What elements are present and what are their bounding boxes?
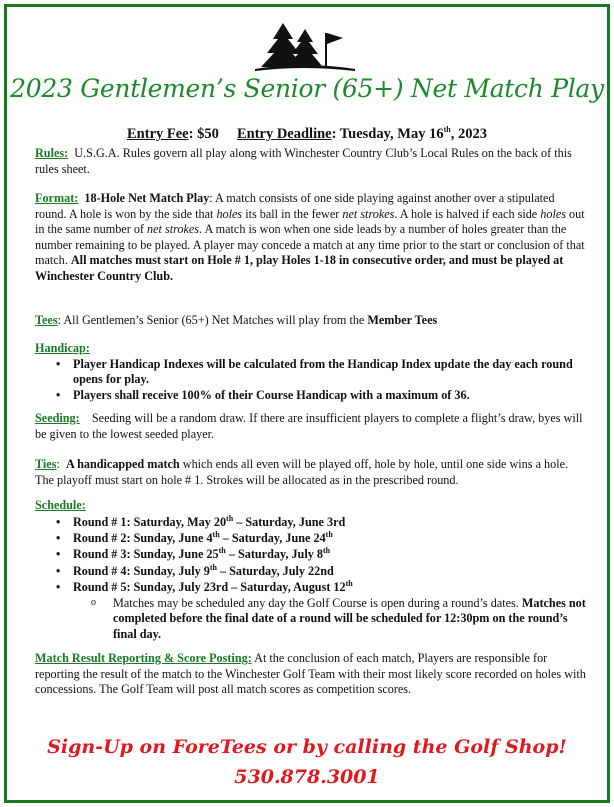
format-text: its ball in the fewer: [242, 206, 343, 221]
ties-text: which ends all even will be played off, hole by hole, until one side wins a hole. The playoff must start on hole # 1. Strokes will be allocated as in the prescribed round.: [35, 457, 569, 487]
schedule-round: [35, 530, 587, 546]
round-start-sup: th: [212, 529, 220, 539]
entry-deadline-sup: th: [443, 125, 451, 135]
round-start: Round # 3: Sunday, June 25: [73, 547, 219, 562]
schedule-note-plain: Matches may be scheduled any day the Golf Course is open during a round’s dates.: [113, 595, 519, 610]
round-start-sup: th: [226, 513, 234, 523]
round-end: – Saturday, June 24: [219, 531, 326, 545]
tees-bold: Member Tees: [367, 313, 438, 327]
footer-signup: Sign-Up on ForeTees or by calling the Golf Shop!: [47, 736, 567, 758]
ties-bold: A handicapped match: [65, 457, 180, 471]
handicap-list: [35, 357, 587, 404]
entry-fee-value: : $50: [188, 126, 219, 142]
format-term: holes: [216, 206, 243, 221]
format-requirement: All matches must start on Hole # 1, play Holes 1-18 in consecutive order, and must be played at Winchester Country Club.: [35, 253, 564, 283]
list-item: • Player Handicap Indexes will be calculated from the Handicap Index update the day each round opens for play.: [35, 357, 587, 388]
format-section: [35, 191, 587, 285]
schedule-round: [35, 579, 587, 595]
round-start: Round # 2: Sunday, June 4: [73, 531, 213, 545]
format-text: . A match is won when one side leads by a number of holes greater than the number remaining to be played. A player may concede a match at any time prior to the start or conclusion of that match.: [35, 222, 585, 268]
entry-deadline-year: , 2023: [450, 126, 487, 142]
round-start: Round # 5: Sunday, July 23rd – Saturday, August 12: [73, 580, 346, 595]
round-start: Round # 4: Sunday, July 9: [73, 563, 210, 578]
ties-section: Ties: A handicapped match which ends all even will be played off, hole by hole, until one side wins a hole. The playoff must start on hole # 1. Strokes will be allocated as in the prescribed round.: [35, 457, 569, 487]
entry-deadline-value: : Tuesday, May 16: [331, 126, 444, 142]
schedule-round: [35, 514, 587, 530]
round-end: – Saturday, July 22nd: [216, 563, 334, 578]
schedule-round: [35, 546, 587, 562]
seeding-section: [35, 411, 587, 442]
format-term: holes: [540, 206, 566, 221]
schedule-note-bold: Matches not completed before the final date of a round will be scheduled for 12:30pm on the round’s final day.: [113, 595, 586, 641]
handicap-section: [35, 341, 587, 403]
pine-trees-flag-icon: [253, 19, 357, 73]
round-end-sup: th: [325, 529, 333, 539]
format-lead: 18-Hole Net Match Play: [84, 191, 210, 205]
schedule-section: [35, 498, 587, 642]
tees-section: [35, 313, 587, 329]
tees-text: : All Gentlemen’s Senior (65+) Net Matches will play from the: [57, 313, 368, 327]
schedule-round: [35, 563, 587, 579]
round-start: Round # 1: Saturday, May 20: [73, 514, 227, 529]
format-heading: Format:: [35, 191, 79, 205]
rules-text: U.S.G.A. Rules govern all play along with Winchester Country Club’s Local Rules on the back of this rules sheet.: [35, 146, 572, 176]
document: [7, 7, 607, 800]
format-term: net strokes: [342, 206, 395, 221]
ties-heading: Ties: [35, 457, 57, 471]
page-border: [4, 4, 610, 803]
seeding-text: Seeding will be a random draw. If there are insufficient players to complete a flight’s draw, byes will be given to the lowest seeded player.: [35, 411, 583, 441]
seeding-heading: Seeding:: [35, 411, 80, 425]
round-end-sup: th: [322, 546, 331, 556]
format-text: . A hole is halved if each side: [394, 206, 541, 221]
schedule-note: [35, 596, 587, 643]
format-text: : A match consists of one side playing against another over a stipulated round. A hole is won by the side that: [35, 191, 555, 221]
schedule-notes: [35, 596, 587, 643]
reporting-heading: Match Result Reporting & Score Posting:: [35, 651, 252, 665]
reporting-text: At the conclusion of each match, Players are responsible for reporting the result of the match to the Winchester Golf Team with their most likely score recorded on holes with concessions. The Golf Team will post all match scores as competition scores.: [35, 651, 586, 697]
format-term: net strokes: [147, 222, 200, 237]
round-start-sup: th: [209, 562, 217, 572]
entry-fee-label: Entry Fee: [127, 126, 189, 142]
rules-heading: Rules:: [35, 146, 69, 160]
format-text: out in the same number of: [35, 206, 585, 237]
entry-info: [7, 127, 607, 143]
reporting-section: [35, 651, 587, 698]
footer-phone: 530.878.3001: [234, 766, 380, 788]
list-item: • Players shall receive 100% of their Course Handicap with a maximum of 36.: [35, 388, 587, 404]
page-title: 2023 Gentlemen’s Senior (65+) Net Match Play: [10, 74, 604, 103]
tees-heading: Tees: [35, 313, 58, 327]
round-start-sup: th: [345, 579, 353, 589]
schedule-list: [35, 514, 587, 596]
round-end: – Saturday, June 3rd: [233, 514, 346, 529]
schedule-heading: Schedule:: [35, 498, 86, 512]
entry-deadline-label: Entry Deadline: [236, 126, 332, 142]
round-end: – Saturday, July 8: [225, 547, 323, 562]
handicap-heading: Handicap:: [35, 341, 90, 355]
rules-section: [35, 146, 587, 177]
round-start-sup: th: [218, 546, 226, 556]
